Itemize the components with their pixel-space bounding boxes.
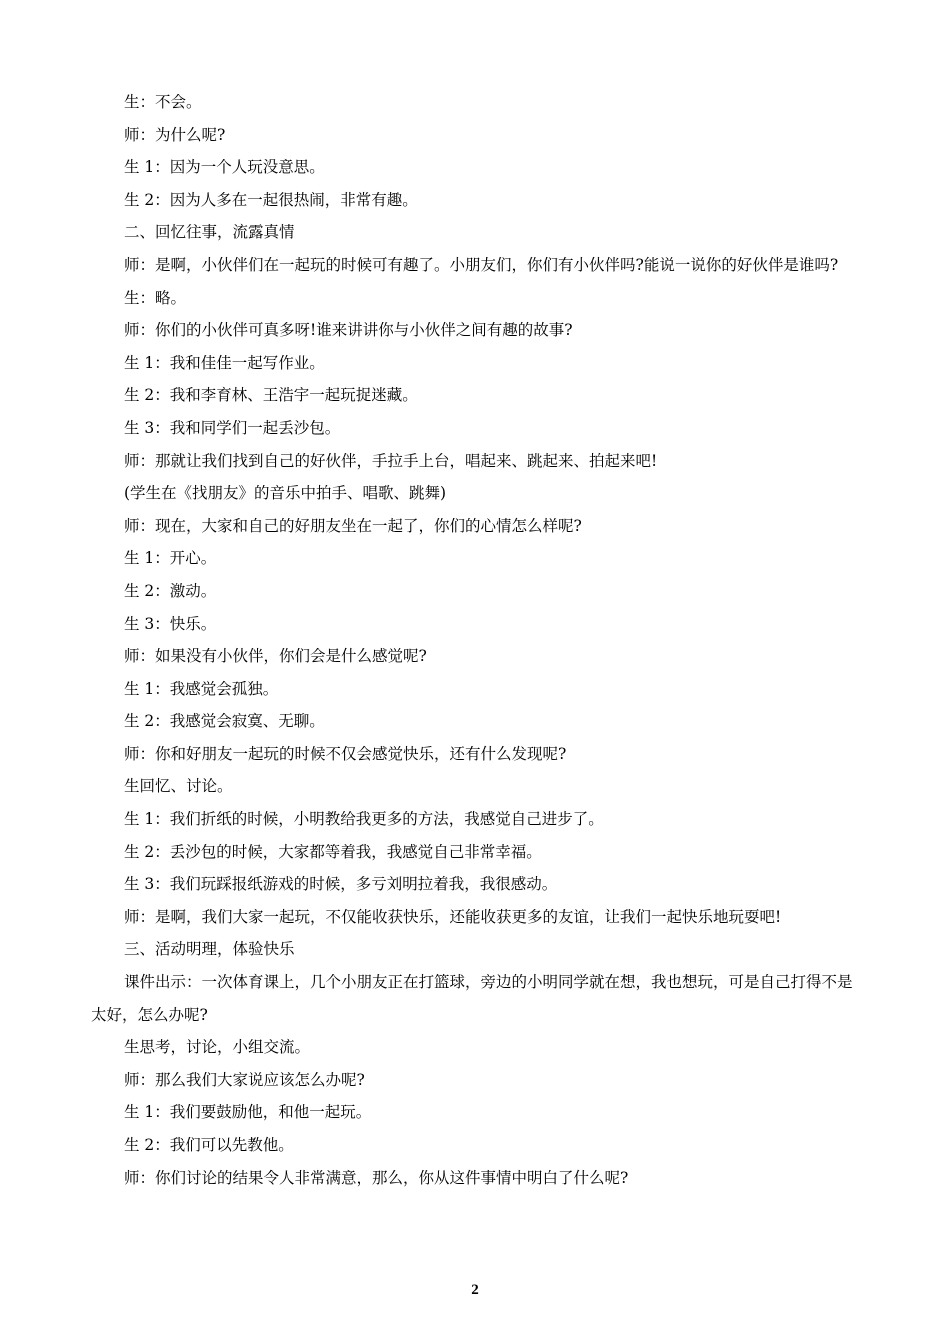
paragraph: 生 2：因为人多在一起很热闹，非常有趣。 bbox=[124, 190, 418, 209]
paragraph: 生：略。 bbox=[124, 288, 187, 307]
paragraph: 生思考，讨论，小组交流。 bbox=[124, 1038, 311, 1057]
paragraph: 师：那就让我们找到自己的好伙伴，手拉手上台，唱起来、跳起来、拍起来吧! bbox=[124, 451, 658, 470]
paragraph: 生 1：因为一个人玩没意思。 bbox=[124, 158, 325, 177]
paragraph: 师：为什么呢? bbox=[124, 125, 226, 144]
paragraph: 师：是啊，小伙伴们在一起玩的时候可有趣了。小朋友们，你们有小伙伴吗?能说一说你的好伙伴是谁吗? bbox=[124, 255, 839, 274]
paragraph: 生 3：我和同学们一起丢沙包。 bbox=[124, 418, 341, 437]
paragraph: 生 1：开心。 bbox=[124, 549, 217, 568]
paragraph: 生 2：我们可以先教他。 bbox=[124, 1136, 294, 1154]
section-heading: 二、回忆往事，流露真情 bbox=[124, 223, 295, 242]
paragraph: 师：你们讨论的结果令人非常满意，那么，你从这件事情中明白了什么呢? bbox=[124, 1168, 629, 1187]
paragraph: 生 1：我们折纸的时候，小明教给我更多的方法，我感觉自己进步了。 bbox=[124, 810, 604, 829]
paragraph: 课件出示：一次体育课上，几个小朋友正在打篮球，旁边的小明同学就在想，我也想玩，可是自己打得不是太好，怎么办呢? bbox=[91, 973, 853, 1024]
paragraph: 生 2：我和李育林、王浩宇一起玩捉迷藏。 bbox=[124, 386, 418, 405]
document-body bbox=[91, 86, 861, 1194]
paragraph: 师：如果没有小伙伴，你们会是什么感觉呢? bbox=[124, 647, 427, 666]
page-number: 2 bbox=[471, 1282, 479, 1298]
paragraph: (学生在《找朋友》的音乐中拍手、唱歌、跳舞) bbox=[124, 484, 447, 503]
paragraph: 师：你和好朋友一起玩的时候不仅会感觉快乐，还有什么发现呢? bbox=[124, 744, 567, 763]
paragraph: 生 3：我们玩踩报纸游戏的时候，多亏刘明拉着我，我很感动。 bbox=[124, 875, 558, 894]
paragraph: 生 2：我感觉会寂寞、无聊。 bbox=[124, 712, 325, 731]
paragraph: 生 1：我们要鼓励他，和他一起玩。 bbox=[124, 1103, 372, 1122]
paragraph: 生 1：我感觉会孤独。 bbox=[124, 679, 279, 698]
paragraph: 生回忆、讨论。 bbox=[124, 777, 233, 796]
paragraph: 生 3：快乐。 bbox=[124, 614, 217, 633]
section-heading: 三、活动明理，体验快乐 bbox=[124, 940, 295, 959]
paragraph: 师：现在，大家和自己的好朋友坐在一起了，你们的心情怎么样呢? bbox=[124, 516, 582, 535]
paragraph: 生 2：激动。 bbox=[124, 581, 217, 600]
paragraph: 师：是啊，我们大家一起玩，不仅能收获快乐，还能收获更多的友谊，让我们一起快乐地玩耍吧! bbox=[124, 907, 782, 926]
paragraph: 师：你们的小伙伴可真多呀!谁来讲讲你与小伙伴之间有趣的故事? bbox=[124, 321, 573, 340]
paragraph: 生：不会。 bbox=[124, 93, 202, 111]
paragraph: 生 2：丢沙包的时候，大家都等着我，我感觉自己非常幸福。 bbox=[124, 842, 542, 861]
paragraph: 师：那么我们大家说应该怎么办呢? bbox=[124, 1070, 365, 1089]
paragraph: 生 1：我和佳佳一起写作业。 bbox=[124, 353, 325, 372]
